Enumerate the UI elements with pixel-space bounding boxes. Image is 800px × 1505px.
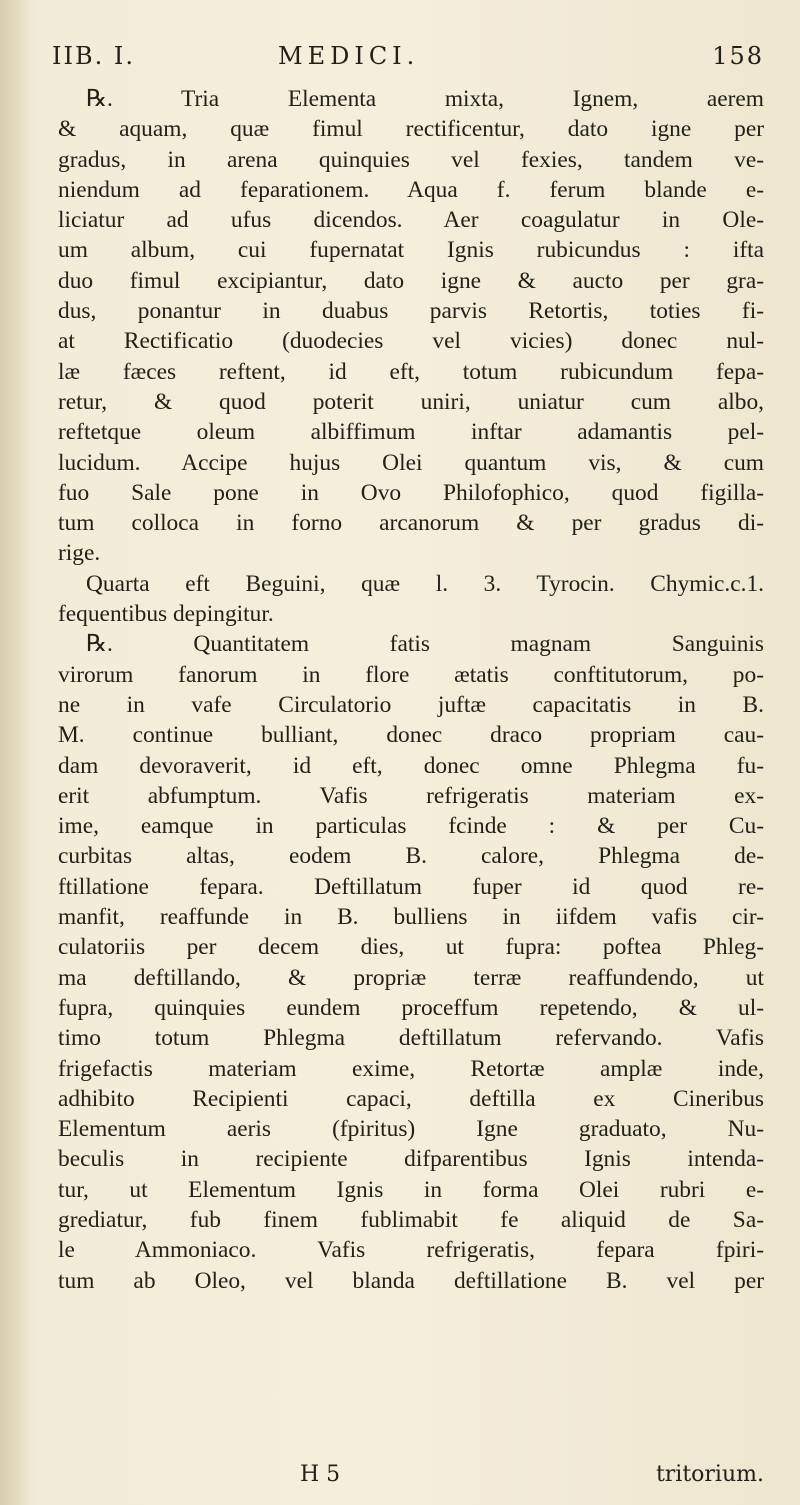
text-line: culatoriis per decem dies, ut fupra: poftea Phleg-	[58, 934, 764, 961]
text-line: ℞. Tria Elementa mixta, Ignem, aerem	[86, 86, 764, 112]
text-line: gradus, in arena quinquies vel fexies, tandem ve-	[58, 146, 764, 173]
text-line: niendum ad feparationem. Aqua f. ferum blande e-	[58, 176, 764, 203]
text-line: ne in vafe Circulatorio juftæ capacitatis in B.	[58, 691, 764, 718]
text-line: ime, eamque in particulas fcinde : & per Cu-	[58, 813, 764, 840]
text-line: um album, cui fupernatat Ignis rubicundus : ifta	[58, 237, 764, 264]
text-line: beculis in recipiente difparentibus Ignis intenda-	[58, 1146, 764, 1173]
catchword: tritorium.	[655, 1462, 764, 1487]
text-line: ℞. Quantitatem fatis magnam Sanguinis	[86, 631, 764, 658]
text-line: lucidum. Accipe hujus Olei quantum vis, & cum	[58, 449, 764, 476]
running-head	[52, 42, 764, 78]
text-line: dam devoraverit, id eft, donec omne Phlegma fu-	[58, 752, 764, 779]
text-line: at Rectificatio (duodecies vel vicies) donec nul-	[58, 328, 764, 355]
text-line: le Ammoniaco. Vafis refrigeratis, fepara fpiri-	[58, 1237, 764, 1264]
text-line: curbitas altas, eodem B. calore, Phlegma de-	[58, 843, 764, 870]
page-gutter-shadow	[0, 0, 30, 1505]
text-line: timo totum Phlegma deftillatum refervando. Vafis	[58, 1025, 764, 1052]
text-line: tur, ut Elementum Ignis in forma Olei rubri e-	[58, 1176, 764, 1203]
signature-mark: H 5	[300, 1462, 341, 1487]
text-line: reftetque oleum albiffimum inftar adamantis pel-	[58, 419, 764, 446]
page-number: 158	[712, 42, 764, 70]
text-line: fequentibus depingitur.	[58, 601, 274, 628]
text-line: Quarta eft Beguini, quæ l. 3. Tyrocin. Chymic.c.1.	[86, 570, 764, 597]
text-line: liciatur ad ufus dicendos. Aer coagulatur in Ole-	[58, 207, 764, 234]
text-line: læ fæces reftent, id eft, totum rubicundum fepa-	[58, 358, 764, 385]
text-line: duo fimul excipiantur, dato igne & aucto per gra-	[58, 267, 764, 294]
text-line: retur, & quod poterit uniri, uniatur cum albo,	[58, 388, 764, 415]
body-text	[58, 84, 764, 1296]
text-line: fuo Sale pone in Ovo Philofophico, quod figilla-	[58, 479, 764, 506]
text-line: adhibito Recipienti capaci, deftilla ex Cineribus	[58, 1085, 764, 1112]
text-line: Elementum aeris (fpiritus) Igne graduato, Nu-	[58, 1116, 764, 1143]
text-line: ma deftillando, & propriæ terræ reaffundendo, ut	[58, 964, 764, 991]
text-line: ftillatione fepara. Deftillatum fuper id quod re-	[58, 873, 764, 900]
running-head-title: MEDICI.	[278, 42, 420, 70]
page-footer	[300, 1462, 764, 1492]
text-line: tum ab Oleo, vel blanda deftillatione B. vel per	[58, 1267, 764, 1294]
text-line: & aquam, quæ fimul rectificentur, dato igne per	[58, 116, 764, 143]
text-line: erit abfumptum. Vafis refrigeratis materiam ex-	[58, 782, 764, 809]
text-line: fupra, quinquies eundem proceffum repetendo, & ul-	[58, 994, 764, 1021]
text-line: tum colloca in forno arcanorum & per gradus di-	[58, 510, 764, 537]
text-line: rige.	[58, 540, 101, 567]
text-line: virorum fanorum in flore ætatis conftitutorum, po-	[58, 661, 764, 688]
running-head-book: IIB. I.	[52, 42, 135, 70]
text-line: frigefactis materiam exime, Retortæ amplæ inde,	[58, 1055, 764, 1082]
text-line: M. continue bulliant, donec draco propriam cau-	[58, 722, 764, 749]
text-line: grediatur, fub finem fublimabit fe aliquid de Sa-	[58, 1206, 764, 1233]
text-line: dus, ponantur in duabus parvis Retortis, toties fi-	[58, 298, 764, 325]
text-line: manfit, reaffunde in B. bulliens in iifdem vafis cir-	[58, 904, 764, 931]
